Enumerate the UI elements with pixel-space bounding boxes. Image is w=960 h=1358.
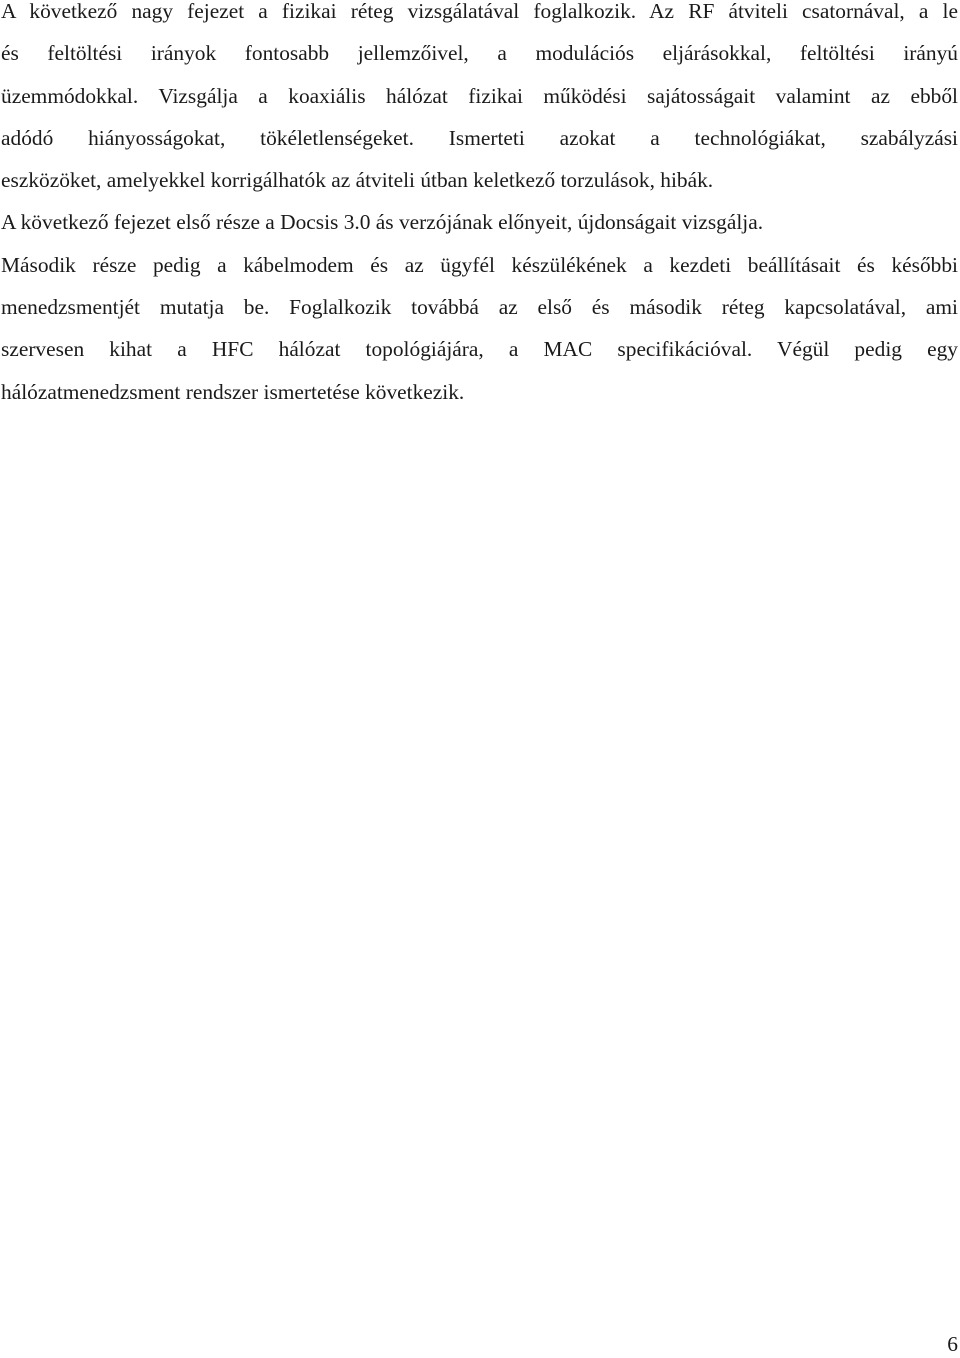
text-line: adódó hiányosságokat, tökéletlenségeket. Ismerteti azokat a technológiákat, szabályzási [1, 125, 958, 150]
text-line: eszközöket, amelyekkel korrigálhatók az átviteli útban keletkező torzulások, hibák. [1, 168, 714, 193]
text-line: menedzsmentjét mutatja be. Foglalkozik továbbá az első és második réteg kapcsolatával, ami [1, 295, 958, 320]
text-line: hálózatmenedzsment rendszer ismertetése következik. [1, 379, 465, 404]
text-line: és feltöltési irányok fontosabb jellemzőivel, a modulációs eljárásokkal, feltöltési irányú [1, 41, 958, 66]
text-line: Második része pedig a kábelmodem és az ügyfél készülékének a kezdeti beállításait és későbbi [1, 252, 958, 277]
text-line: szervesen kihat a HFC hálózat topológiájára, a MAC specifikációval. Végül pedig egy [1, 337, 958, 362]
text-line: A következő nagy fejezet a fizikai réteg vizsgálatával foglalkozik. Az RF átviteli csatornával, a le [1, 0, 958, 23]
text-line: üzemmódokkal. Vizsgálja a koaxiális hálózat fizikai működési sajátosságait valamint az ebből [1, 83, 958, 108]
text-line: A következő fejezet első része a Docsis 3.0 ás verzójának előnyeit, újdonságait vizsgálja. [1, 210, 764, 235]
chapter-overview-paragraph [1, 0, 958, 413]
page-number: 6 [947, 1332, 958, 1356]
